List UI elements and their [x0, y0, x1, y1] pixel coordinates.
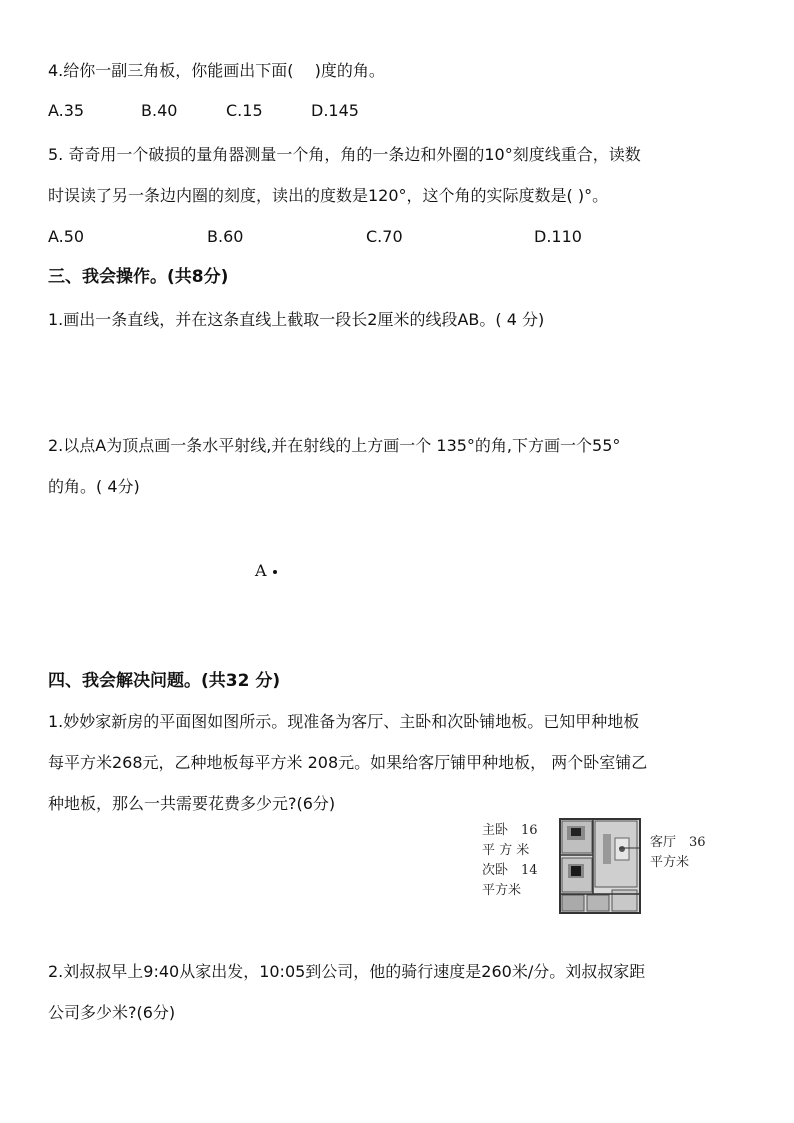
section4-q1-line1: 1.妙妙家新房的平面图如图所示。现准备为客厅、主卧和次卧铺地板。已知甲种地板	[48, 712, 640, 731]
point-a	[255, 561, 277, 581]
living-room-label-line1: 客厅 36	[650, 835, 706, 850]
living-room-label-line2: 平方米	[650, 855, 690, 870]
section3-q2-line1: 2.以点A为顶点画一条水平射线,并在射线的上方画一个 135°的角,下方画一个55°	[48, 436, 621, 455]
section4-heading: 四、我会解决问题。(共32 分)	[48, 671, 281, 691]
master-bedroom-label-line1: 主卧 16	[482, 823, 538, 838]
q5-stem-line1: 5. 奇奇用一个破损的量角器测量一个角，角的一条边和外圈的10°刻度线重合，读数	[48, 145, 641, 164]
q5-option-a: A.50	[48, 227, 85, 246]
q5-option-c: C.70	[366, 227, 403, 246]
point-a-dot	[273, 570, 277, 574]
q4-stem: 4.给你一副三角板，你能画出下面( )度的角。	[48, 61, 385, 80]
section4-q1-line3: 种地板，那么一共需要花费多少元?(6分)	[48, 794, 336, 813]
section3-heading: 三、我会操作。(共8分)	[48, 267, 229, 287]
q5-option-b: B.60	[207, 227, 244, 246]
section3-q1: 1.画出一条直线，并在这条直线上截取一段长2厘米的线段AB。( 4 分)	[48, 310, 545, 329]
floor-plan-drawing	[559, 818, 641, 914]
q4-option-a: A.35	[48, 101, 85, 120]
q4-option-c: C.15	[226, 101, 263, 120]
floor-plan-figure	[482, 818, 782, 918]
q4-option-d: D.145	[311, 101, 359, 120]
point-a-label: A	[255, 561, 267, 580]
second-bedroom-label-line1: 次卧 14	[482, 863, 538, 878]
q5-option-d: D.110	[534, 227, 582, 246]
q5-stem-line2: 时误读了另一条边内圈的刻度，读出的度数是120°，这个角的实际度数是( )°。	[48, 186, 609, 205]
q4-option-b: B.40	[141, 101, 178, 120]
master-bedroom-label-line2: 平 方 米	[482, 843, 530, 858]
section4-q2-line2: 公司多少米?(6分)	[48, 1003, 176, 1022]
section4-q1-line2: 每平方米268元，乙种地板每平方米 208元。如果给客厅铺甲种地板， 两个卧室铺乙	[48, 753, 648, 772]
section3-q2-line2: 的角。( 4分)	[48, 477, 140, 496]
section4-q2-line1: 2.刘叔叔早上9:40从家出发，10:05到公司，他的骑行速度是260米/分。刘叔叔家距	[48, 962, 646, 981]
second-bedroom-label-line2: 平方米	[482, 883, 522, 898]
